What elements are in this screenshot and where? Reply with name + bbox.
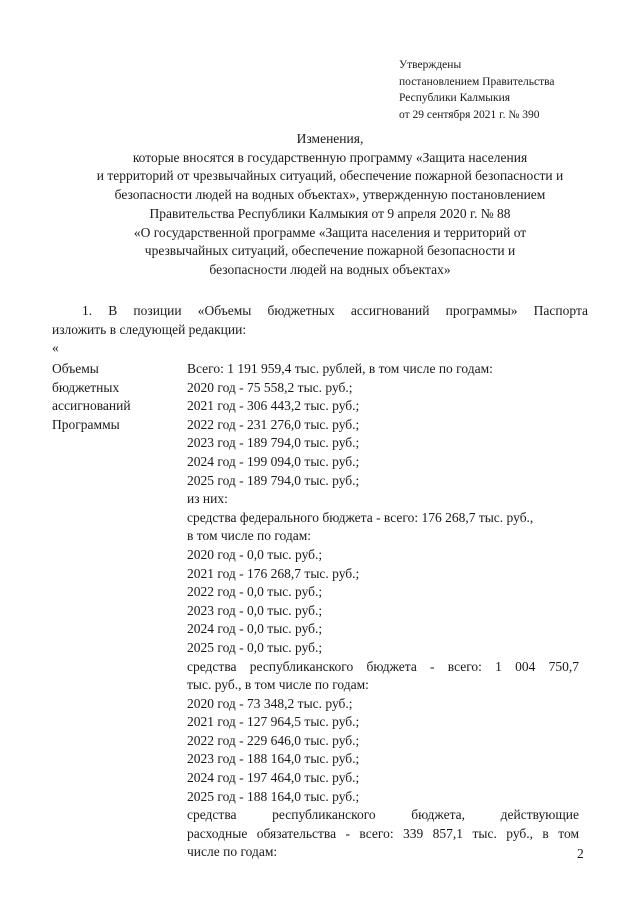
title-line: Изменения, xyxy=(296,131,364,146)
page-number: 2 xyxy=(577,846,584,861)
budget-line: 2025 год - 189 794,0 тыс. руб.; xyxy=(187,472,360,488)
title-line: и территорий от чрезвычайных ситуаций, обеспечение пожарной безопасности и xyxy=(96,168,564,184)
budget-line: 2023 год - 189 794,0 тыс. руб.; xyxy=(187,435,360,451)
approval-line: Республики Калмыкия xyxy=(399,92,511,104)
table-left-line: бюджетных xyxy=(52,379,120,395)
title-line: «О государственной программе «Защита населения и территорий от xyxy=(133,224,527,240)
paragraph-1 xyxy=(52,301,588,339)
budget-line: 2022 год - 0,0 тыс. руб.; xyxy=(187,584,323,600)
budget-line: 2025 год - 0,0 тыс. руб.; xyxy=(187,639,323,655)
table-left-line: ассигнований xyxy=(52,398,131,414)
title-line: безопасности людей на водных объектах», утвержденную постановлением xyxy=(114,187,546,203)
budget-line: 2021 год - 176 268,7 тыс. руб.; xyxy=(187,565,360,581)
budget-line: 2020 год - 73 348,2 тыс. руб.; xyxy=(187,695,353,711)
budget-line: средства республиканского бюджета, действующие xyxy=(187,807,579,823)
approval-line: от 29 сентября 2021 г. № 390 xyxy=(399,108,540,121)
table-left-line: Объемы xyxy=(52,361,99,376)
budget-line: 2021 год - 306 443,2 тыс. руб.; xyxy=(187,398,360,414)
budget-line: 2020 год - 75 558,2 тыс. руб.; xyxy=(187,379,353,395)
budget-line: в том числе по годам: xyxy=(187,528,312,544)
budget-line: 2024 год - 0,0 тыс. руб.; xyxy=(187,621,323,637)
paragraph-line: 1. В позиции «Объемы бюджетных ассигнований программы» Паспорта xyxy=(82,303,588,318)
budget-line: 2022 год - 229 646,0 тыс. руб.; xyxy=(187,732,360,748)
opening-quote: « xyxy=(52,340,59,355)
title-line: безопасности людей на водных объектах» xyxy=(209,261,451,277)
budget-line: числе по годам: xyxy=(187,844,278,860)
table-right-column xyxy=(187,360,579,862)
title-line: которые вносятся в государственную программу «Защита населения xyxy=(132,149,528,165)
budget-line: 2022 год - 231 276,0 тыс. руб.; xyxy=(187,416,360,432)
budget-line: тыс. руб., в том числе по годам: xyxy=(187,677,369,693)
approval-line: постановлением Правительства xyxy=(399,75,555,88)
budget-line: расходные обязательства - всего: 339 857,1 тыс. руб., в том xyxy=(187,825,579,841)
budget-line: 2024 год - 197 464,0 тыс. руб.; xyxy=(187,770,360,786)
budget-line: 2021 год - 127 964,5 тыс. руб.; xyxy=(187,714,360,730)
budget-line: 2024 год - 199 094,0 тыс. руб.; xyxy=(187,453,360,469)
budget-line: 2023 год - 188 164,0 тыс. руб.; xyxy=(187,751,360,767)
budget-line: средства федерального бюджета - всего: 176 268,7 тыс. руб., xyxy=(187,509,534,525)
paragraph-line: изложить в следующей редакции: xyxy=(52,322,247,337)
budget-line: средства республиканского бюджета - всего: 1 004 750,7 xyxy=(187,658,579,674)
title-line: чрезвычайных ситуаций, обеспечение пожарной безопасности и xyxy=(144,243,516,259)
budget-line: Всего: 1 191 959,4 тыс. рублей, в том числе по годам: xyxy=(187,361,493,376)
table-left-column xyxy=(52,360,182,434)
table-left-line: Программы xyxy=(52,416,120,432)
title-line: Правительства Республики Калмыкия от 9 апреля 2020 г. № 88 xyxy=(149,205,511,221)
budget-line: 2025 год - 188 164,0 тыс. руб.; xyxy=(187,788,360,804)
budget-line: 2020 год - 0,0 тыс. руб.; xyxy=(187,546,323,562)
approval-stamp xyxy=(399,57,619,123)
approval-line: Утверждены xyxy=(399,59,462,71)
budget-line: из них: xyxy=(187,491,228,507)
budget-line: 2023 год - 0,0 тыс. руб.; xyxy=(187,602,323,618)
document-title xyxy=(40,130,620,280)
